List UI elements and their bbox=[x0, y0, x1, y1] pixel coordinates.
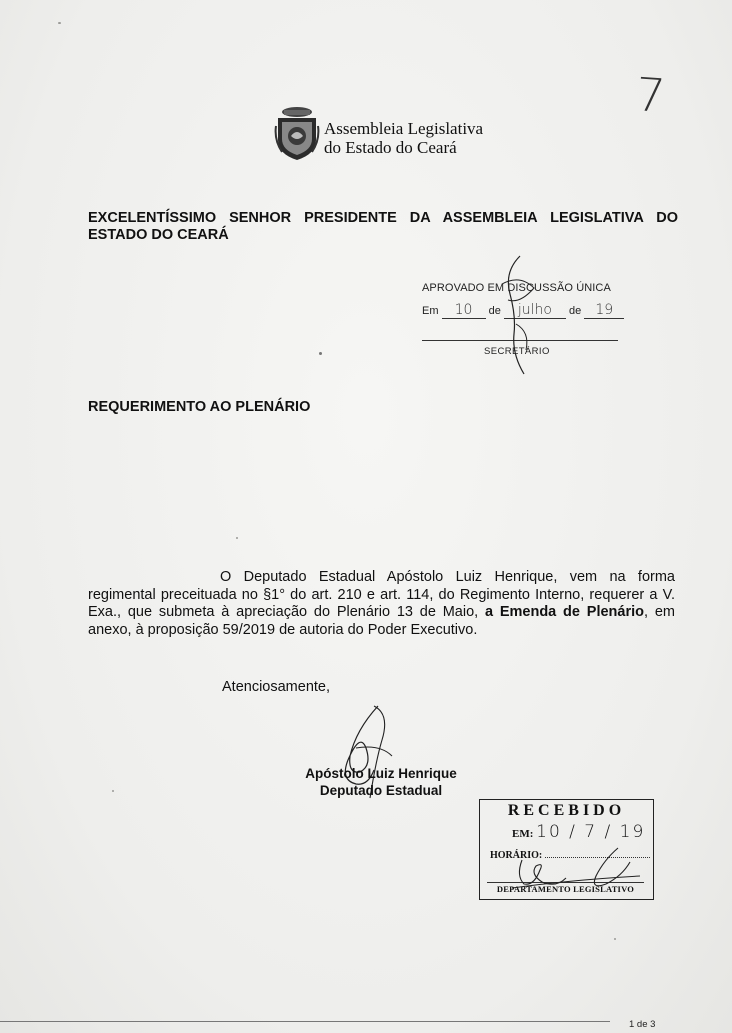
received-stamp-date-row bbox=[512, 822, 645, 842]
paragraph-part1: O Deputado Estadual Apóstolo Luiz Henrique, vem na forma regimental preceituada no §1° do art. 210 e art. 114, do Regimento Interno, requerer a V. Exa., que submeta à apreciação do Plenário 13 de Maio, bbox=[88, 569, 675, 620]
page-counter: 1 de 3 bbox=[629, 1019, 656, 1030]
signatory-name: Apóstolo Luiz Henrique bbox=[305, 766, 457, 781]
closing-salutation: Atenciosamente, bbox=[222, 679, 331, 695]
addressee bbox=[88, 210, 678, 244]
approval-de-label-2: de bbox=[569, 305, 582, 317]
approval-day: 10 bbox=[454, 302, 473, 318]
footer-rule bbox=[0, 1021, 610, 1022]
speck bbox=[614, 938, 616, 940]
received-stamp-signature bbox=[500, 840, 650, 900]
addressee-line2: ESTADO DO CEARÁ bbox=[88, 227, 229, 243]
speck bbox=[58, 22, 61, 24]
approval-em-label: Em bbox=[422, 305, 439, 317]
received-stamp-title: RECEBIDO bbox=[507, 802, 626, 819]
institution-name-line2: do Estado do Ceará bbox=[324, 138, 457, 157]
signatory bbox=[286, 765, 476, 799]
approval-title: APROVADO EM DISCUSSÃO ÚNICA bbox=[422, 282, 611, 294]
addressee-line1: EXCELENTÍSSIMO SENHOR PRESIDENTE DA ASSEMBLEIA LEGISLATIVA DO bbox=[88, 210, 678, 226]
received-em-label: EM: bbox=[512, 828, 534, 840]
received-time-label: HORÁRIO: bbox=[490, 850, 543, 861]
received-department: DEPARTAMENTO LEGISLATIVO bbox=[487, 882, 644, 894]
approval-signature bbox=[490, 254, 550, 379]
approval-secretary-label: SECRETÁRIO bbox=[484, 346, 550, 357]
institution-name-line1: Assembleia Legislativa bbox=[324, 119, 484, 138]
speck bbox=[319, 352, 322, 355]
handwritten-page-mark: 7 bbox=[634, 67, 668, 123]
speck bbox=[112, 790, 114, 792]
institution-name bbox=[324, 119, 483, 157]
signatory-role: Deputado Estadual bbox=[319, 783, 443, 798]
approval-year: 19 bbox=[595, 302, 614, 318]
paragraph-emphasis: a Emenda de Plenário bbox=[484, 604, 644, 620]
approval-de-label-1: de bbox=[488, 305, 501, 317]
approval-month: julho bbox=[517, 302, 552, 318]
request-paragraph bbox=[88, 569, 675, 639]
coat-of-arms-icon bbox=[274, 106, 320, 162]
paragraph-part2: , em anexo, à proposição 59/2019 de autoria do Poder Executivo. bbox=[88, 604, 675, 638]
document-heading: REQUERIMENTO AO PLENÁRIO bbox=[88, 399, 311, 415]
speck bbox=[236, 537, 238, 539]
received-date: 10 / 7 / 19 bbox=[536, 822, 646, 842]
